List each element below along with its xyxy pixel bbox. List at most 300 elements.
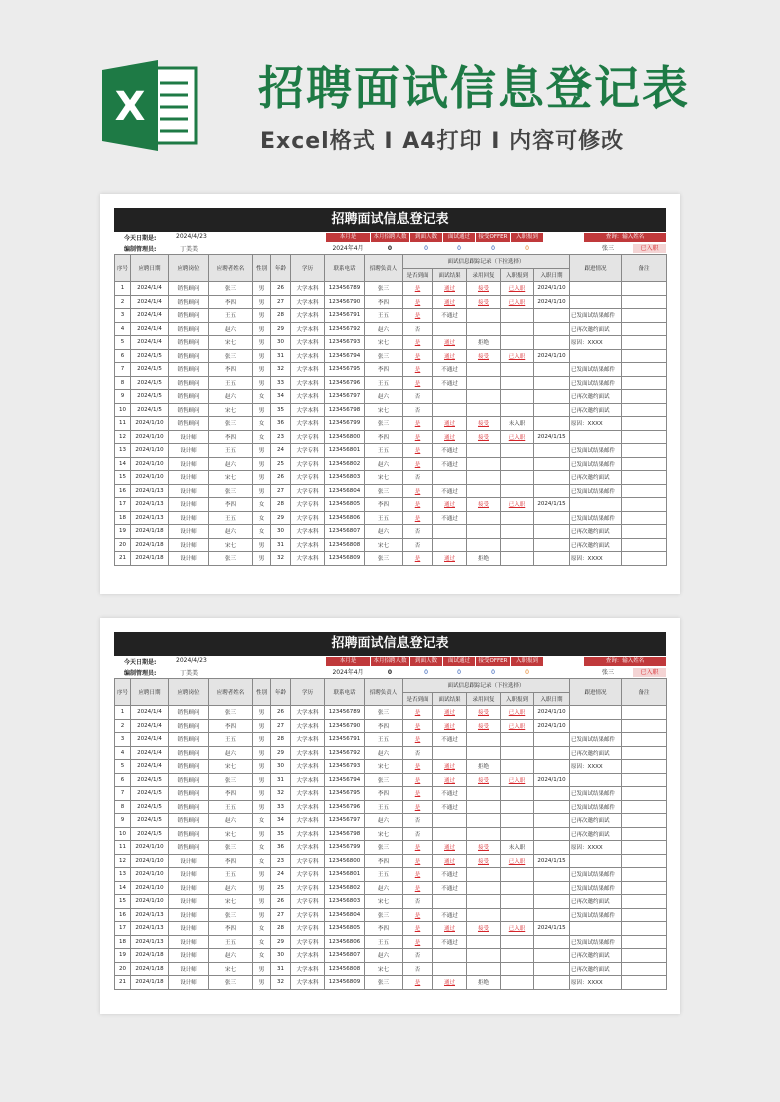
row-arrived[interactable]: 否 bbox=[403, 962, 433, 976]
row-result[interactable]: 不通过 bbox=[433, 787, 467, 801]
row-remark[interactable]: 已再次邀约面试 bbox=[570, 322, 622, 336]
row-feedback[interactable]: 拒绝 bbox=[467, 760, 501, 774]
row-note[interactable] bbox=[622, 552, 667, 566]
row-gender: 女 bbox=[253, 525, 271, 539]
row-note[interactable] bbox=[622, 376, 667, 390]
row-result[interactable]: 通过 bbox=[433, 552, 467, 566]
row-note[interactable] bbox=[622, 363, 667, 377]
row-report[interactable]: 未入职 bbox=[501, 417, 534, 431]
row-edu: 大学本科 bbox=[291, 390, 325, 404]
row-remark[interactable]: 已再次邀约面试 bbox=[570, 827, 622, 841]
table-row bbox=[115, 895, 667, 909]
row-remark[interactable]: 已再次邀约面试 bbox=[570, 746, 622, 760]
row-result[interactable]: 通过 bbox=[433, 430, 467, 444]
row-note[interactable] bbox=[622, 773, 667, 787]
row-arrived[interactable]: 是 bbox=[403, 336, 433, 350]
row-result[interactable]: 不通过 bbox=[433, 868, 467, 882]
row-note[interactable] bbox=[622, 282, 667, 296]
row-remark[interactable] bbox=[570, 773, 622, 787]
row-report[interactable] bbox=[501, 444, 534, 458]
row-result[interactable]: 通过 bbox=[433, 282, 467, 296]
query-input[interactable]: 张三 bbox=[601, 245, 614, 252]
row-feedback[interactable] bbox=[467, 800, 501, 814]
header-edu: 学历 bbox=[291, 679, 325, 706]
row-remark[interactable] bbox=[570, 349, 622, 363]
row-arrived[interactable]: 是 bbox=[403, 282, 433, 296]
row-note[interactable] bbox=[622, 733, 667, 747]
row-remark[interactable]: 原因：XXXX bbox=[570, 976, 622, 990]
row-feedback[interactable]: 接受 bbox=[467, 295, 501, 309]
row-remark[interactable]: 已发面试结果邮件 bbox=[570, 309, 622, 323]
row-result[interactable]: 不通过 bbox=[433, 376, 467, 390]
row-remark[interactable]: 已再次邀约面试 bbox=[570, 403, 622, 417]
sheet-page-2 bbox=[100, 618, 680, 1014]
row-arrived[interactable]: 是 bbox=[403, 295, 433, 309]
row-remark[interactable]: 原因：XXXX bbox=[570, 760, 622, 774]
row-report[interactable] bbox=[501, 800, 534, 814]
row-note[interactable] bbox=[622, 336, 667, 350]
sheet-title: 招聘面试信息登记表 bbox=[114, 632, 666, 656]
row-remark[interactable] bbox=[570, 282, 622, 296]
row-remark[interactable]: 已再次邀约面试 bbox=[570, 949, 622, 963]
row-feedback[interactable] bbox=[467, 444, 501, 458]
row-note[interactable] bbox=[622, 498, 667, 512]
row-result[interactable] bbox=[433, 525, 467, 539]
row-feedback[interactable] bbox=[467, 390, 501, 404]
row-gender: 男 bbox=[253, 719, 271, 733]
row-result[interactable]: 通过 bbox=[433, 349, 467, 363]
row-age: 32 bbox=[271, 552, 291, 566]
row-arrived[interactable]: 否 bbox=[403, 949, 433, 963]
row-gender: 男 bbox=[253, 881, 271, 895]
row-report[interactable] bbox=[501, 322, 534, 336]
row-arrived[interactable]: 是 bbox=[403, 868, 433, 882]
row-note[interactable] bbox=[622, 525, 667, 539]
row-gender: 男 bbox=[253, 773, 271, 787]
row-feedback[interactable] bbox=[467, 868, 501, 882]
row-arrived[interactable]: 是 bbox=[403, 773, 433, 787]
row-result[interactable]: 不通过 bbox=[433, 733, 467, 747]
row-report[interactable] bbox=[501, 895, 534, 909]
row-arrived[interactable]: 是 bbox=[403, 800, 433, 814]
row-remark[interactable]: 已发面试结果邮件 bbox=[570, 908, 622, 922]
row-remark[interactable]: 已发面试结果邮件 bbox=[570, 787, 622, 801]
row-feedback[interactable] bbox=[467, 787, 501, 801]
row-arrived[interactable]: 是 bbox=[403, 363, 433, 377]
table-body bbox=[115, 282, 667, 566]
row-note[interactable] bbox=[622, 922, 667, 936]
row-feedback[interactable] bbox=[467, 457, 501, 471]
row-remark[interactable]: 已再次邀约面试 bbox=[570, 538, 622, 552]
row-feedback[interactable] bbox=[467, 881, 501, 895]
row-result[interactable]: 通过 bbox=[433, 773, 467, 787]
row-report[interactable] bbox=[501, 949, 534, 963]
row-report[interactable] bbox=[501, 962, 534, 976]
row-report[interactable] bbox=[501, 787, 534, 801]
row-note[interactable] bbox=[622, 322, 667, 336]
row-arrived[interactable]: 是 bbox=[403, 760, 433, 774]
row-note[interactable] bbox=[622, 719, 667, 733]
row-report[interactable] bbox=[501, 760, 534, 774]
row-report[interactable] bbox=[501, 538, 534, 552]
row-gender: 女 bbox=[253, 922, 271, 936]
row-arrived[interactable]: 否 bbox=[403, 525, 433, 539]
row-feedback[interactable]: 接受 bbox=[467, 841, 501, 855]
row-arrived[interactable]: 是 bbox=[403, 908, 433, 922]
row-result[interactable]: 通过 bbox=[433, 336, 467, 350]
row-result[interactable] bbox=[433, 322, 467, 336]
query-input[interactable]: 张三 bbox=[601, 669, 614, 676]
row-feedback[interactable]: 接受 bbox=[467, 282, 501, 296]
row-note[interactable] bbox=[622, 976, 667, 990]
row-feedback[interactable] bbox=[467, 895, 501, 909]
row-note[interactable] bbox=[622, 309, 667, 323]
row-note[interactable] bbox=[622, 881, 667, 895]
summary-bar bbox=[114, 232, 666, 254]
row-arrived[interactable]: 否 bbox=[403, 390, 433, 404]
row-remark[interactable]: 已发面试结果邮件 bbox=[570, 444, 622, 458]
row-result[interactable] bbox=[433, 390, 467, 404]
row-note[interactable] bbox=[622, 908, 667, 922]
row-result[interactable]: 通过 bbox=[433, 498, 467, 512]
row-remark[interactable]: 已再次邀约面试 bbox=[570, 814, 622, 828]
row-remark[interactable]: 原因：XXXX bbox=[570, 552, 622, 566]
row-note[interactable] bbox=[622, 390, 667, 404]
row-remark[interactable]: 已发面试结果邮件 bbox=[570, 363, 622, 377]
row-report[interactable]: 已入职 bbox=[501, 295, 534, 309]
row-position: 设计师 bbox=[169, 484, 209, 498]
row-report[interactable]: 已入职 bbox=[501, 498, 534, 512]
row-remark[interactable] bbox=[570, 706, 622, 720]
row-gender: 男 bbox=[253, 552, 271, 566]
month-count-value: 0 bbox=[387, 245, 393, 252]
row-report[interactable] bbox=[501, 484, 534, 498]
row-arrived[interactable]: 是 bbox=[403, 309, 433, 323]
row-note[interactable] bbox=[622, 706, 667, 720]
row-feedback[interactable] bbox=[467, 538, 501, 552]
row-owner: 王五 bbox=[365, 444, 403, 458]
row-note[interactable] bbox=[622, 841, 667, 855]
row-feedback[interactable] bbox=[467, 376, 501, 390]
row-note[interactable] bbox=[622, 895, 667, 909]
row-remark[interactable] bbox=[570, 854, 622, 868]
row-report[interactable] bbox=[501, 363, 534, 377]
row-arrived[interactable]: 是 bbox=[403, 733, 433, 747]
row-report[interactable] bbox=[501, 511, 534, 525]
row-position: 设计师 bbox=[169, 949, 209, 963]
row-name: 宋七 bbox=[209, 538, 253, 552]
row-arrived[interactable]: 否 bbox=[403, 403, 433, 417]
row-feedback[interactable] bbox=[467, 525, 501, 539]
row-note[interactable] bbox=[622, 471, 667, 485]
row-feedback[interactable]: 接受 bbox=[467, 430, 501, 444]
row-remark[interactable]: 已发面试结果邮件 bbox=[570, 881, 622, 895]
row-remark[interactable]: 原因：XXXX bbox=[570, 417, 622, 431]
row-result[interactable] bbox=[433, 962, 467, 976]
row-result[interactable] bbox=[433, 949, 467, 963]
row-arrived[interactable]: 否 bbox=[403, 538, 433, 552]
row-date: 2024/1/13 bbox=[131, 922, 169, 936]
row-report[interactable] bbox=[501, 403, 534, 417]
row-arrived[interactable]: 是 bbox=[403, 719, 433, 733]
row-result[interactable]: 不通过 bbox=[433, 935, 467, 949]
row-date: 2024/1/10 bbox=[131, 444, 169, 458]
row-result[interactable]: 通过 bbox=[433, 706, 467, 720]
row-result[interactable]: 不通过 bbox=[433, 484, 467, 498]
row-report[interactable] bbox=[501, 746, 534, 760]
row-result[interactable]: 通过 bbox=[433, 854, 467, 868]
row-report[interactable] bbox=[501, 390, 534, 404]
row-report[interactable]: 已入职 bbox=[501, 922, 534, 936]
row-date: 2024/1/10 bbox=[131, 868, 169, 882]
row-feedback[interactable] bbox=[467, 471, 501, 485]
row-note[interactable] bbox=[622, 746, 667, 760]
row-result[interactable]: 通过 bbox=[433, 976, 467, 990]
row-report[interactable]: 未入职 bbox=[501, 841, 534, 855]
row-report[interactable]: 已入职 bbox=[501, 430, 534, 444]
row-arrived[interactable]: 是 bbox=[403, 349, 433, 363]
row-result[interactable]: 通过 bbox=[433, 841, 467, 855]
row-remark[interactable] bbox=[570, 922, 622, 936]
row-arrived[interactable]: 是 bbox=[403, 935, 433, 949]
row-name: 王五 bbox=[209, 376, 253, 390]
row-result[interactable]: 不通过 bbox=[433, 881, 467, 895]
row-note[interactable] bbox=[622, 417, 667, 431]
row-age: 30 bbox=[271, 760, 291, 774]
row-gender: 男 bbox=[253, 962, 271, 976]
row-phone: 123456808 bbox=[325, 962, 365, 976]
row-feedback[interactable]: 接受 bbox=[467, 498, 501, 512]
row-edu: 大学本科 bbox=[291, 538, 325, 552]
row-result[interactable]: 通过 bbox=[433, 295, 467, 309]
row-remark[interactable] bbox=[570, 430, 622, 444]
row-report[interactable] bbox=[501, 827, 534, 841]
row-entry-date: 2024/1/15 bbox=[534, 854, 570, 868]
row-report[interactable]: 已入职 bbox=[501, 706, 534, 720]
row-remark[interactable]: 已再次邀约面试 bbox=[570, 962, 622, 976]
row-feedback[interactable] bbox=[467, 363, 501, 377]
row-position: 销售顾问 bbox=[169, 800, 209, 814]
row-feedback[interactable] bbox=[467, 827, 501, 841]
row-note[interactable] bbox=[622, 868, 667, 882]
row-remark[interactable] bbox=[570, 719, 622, 733]
row-result[interactable]: 不通过 bbox=[433, 511, 467, 525]
row-feedback[interactable]: 接受 bbox=[467, 773, 501, 787]
row-feedback[interactable] bbox=[467, 309, 501, 323]
row-feedback[interactable] bbox=[467, 403, 501, 417]
row-remark[interactable]: 已发面试结果邮件 bbox=[570, 484, 622, 498]
row-note[interactable] bbox=[622, 935, 667, 949]
row-remark[interactable]: 已再次邀约面试 bbox=[570, 895, 622, 909]
header-age: 年龄 bbox=[271, 255, 291, 282]
row-arrived[interactable]: 是 bbox=[403, 706, 433, 720]
row-feedback[interactable]: 拒绝 bbox=[467, 336, 501, 350]
row-remark[interactable]: 已发面试结果邮件 bbox=[570, 511, 622, 525]
row-feedback[interactable]: 拒绝 bbox=[467, 976, 501, 990]
row-arrived[interactable]: 是 bbox=[403, 498, 433, 512]
row-feedback[interactable]: 接受 bbox=[467, 417, 501, 431]
row-feedback[interactable] bbox=[467, 733, 501, 747]
row-note[interactable] bbox=[622, 760, 667, 774]
row-arrived[interactable]: 否 bbox=[403, 814, 433, 828]
row-edu: 大学本科 bbox=[291, 525, 325, 539]
row-note[interactable] bbox=[622, 800, 667, 814]
row-remark[interactable]: 已发面试结果邮件 bbox=[570, 733, 622, 747]
row-note[interactable] bbox=[622, 814, 667, 828]
row-edu: 大学本科 bbox=[291, 827, 325, 841]
row-remark[interactable]: 已发面试结果邮件 bbox=[570, 935, 622, 949]
table-row bbox=[115, 417, 667, 431]
row-arrived[interactable]: 是 bbox=[403, 444, 433, 458]
row-report[interactable]: 已入职 bbox=[501, 349, 534, 363]
row-report[interactable] bbox=[501, 976, 534, 990]
row-result[interactable]: 通过 bbox=[433, 922, 467, 936]
row-arrived[interactable]: 是 bbox=[403, 457, 433, 471]
row-feedback[interactable] bbox=[467, 484, 501, 498]
row-report[interactable] bbox=[501, 935, 534, 949]
row-arrived[interactable]: 是 bbox=[403, 484, 433, 498]
row-remark[interactable]: 原因：XXXX bbox=[570, 336, 622, 350]
row-arrived[interactable]: 否 bbox=[403, 895, 433, 909]
row-note[interactable] bbox=[622, 854, 667, 868]
row-edu: 大学本科 bbox=[291, 814, 325, 828]
row-note[interactable] bbox=[622, 349, 667, 363]
row-result[interactable] bbox=[433, 538, 467, 552]
row-feedback[interactable]: 接受 bbox=[467, 706, 501, 720]
row-report[interactable] bbox=[501, 814, 534, 828]
row-result[interactable]: 通过 bbox=[433, 719, 467, 733]
row-arrived[interactable]: 否 bbox=[403, 827, 433, 841]
row-edu: 大学本科 bbox=[291, 282, 325, 296]
row-entry-date bbox=[534, 841, 570, 855]
row-arrived[interactable]: 是 bbox=[403, 787, 433, 801]
row-report[interactable]: 已入职 bbox=[501, 854, 534, 868]
row-feedback[interactable] bbox=[467, 322, 501, 336]
row-report[interactable] bbox=[501, 733, 534, 747]
row-remark[interactable]: 已发面试结果邮件 bbox=[570, 376, 622, 390]
header-arrived: 是否到面 bbox=[403, 692, 433, 706]
row-remark[interactable] bbox=[570, 295, 622, 309]
row-result[interactable]: 不通过 bbox=[433, 800, 467, 814]
row-report[interactable]: 已入职 bbox=[501, 719, 534, 733]
row-result[interactable]: 通过 bbox=[433, 417, 467, 431]
row-feedback[interactable]: 接受 bbox=[467, 349, 501, 363]
row-report[interactable] bbox=[501, 336, 534, 350]
row-feedback[interactable] bbox=[467, 511, 501, 525]
row-arrived[interactable]: 是 bbox=[403, 854, 433, 868]
pass-label: 面试通过 bbox=[443, 233, 475, 242]
row-result[interactable] bbox=[433, 895, 467, 909]
row-arrived[interactable]: 否 bbox=[403, 746, 433, 760]
row-arrived[interactable]: 否 bbox=[403, 471, 433, 485]
row-result[interactable]: 不通过 bbox=[433, 309, 467, 323]
row-result[interactable]: 通过 bbox=[433, 760, 467, 774]
row-feedback[interactable] bbox=[467, 746, 501, 760]
row-phone: 123456798 bbox=[325, 403, 365, 417]
row-report[interactable] bbox=[501, 471, 534, 485]
row-feedback[interactable]: 拒绝 bbox=[467, 552, 501, 566]
row-arrived[interactable]: 是 bbox=[403, 376, 433, 390]
row-arrived[interactable]: 是 bbox=[403, 552, 433, 566]
row-arrived[interactable]: 否 bbox=[403, 322, 433, 336]
row-note[interactable] bbox=[622, 962, 667, 976]
row-feedback[interactable]: 接受 bbox=[467, 719, 501, 733]
row-remark[interactable]: 已再次邀约面试 bbox=[570, 525, 622, 539]
row-report[interactable] bbox=[501, 309, 534, 323]
row-feedback[interactable]: 接受 bbox=[467, 922, 501, 936]
row-report[interactable] bbox=[501, 908, 534, 922]
row-arrived[interactable]: 是 bbox=[403, 430, 433, 444]
row-name: 李四 bbox=[209, 922, 253, 936]
row-result[interactable]: 不通过 bbox=[433, 363, 467, 377]
row-note[interactable] bbox=[622, 787, 667, 801]
row-report[interactable] bbox=[501, 868, 534, 882]
row-note[interactable] bbox=[622, 403, 667, 417]
row-report[interactable]: 已入职 bbox=[501, 773, 534, 787]
row-report[interactable] bbox=[501, 376, 534, 390]
row-note[interactable] bbox=[622, 484, 667, 498]
row-date: 2024/1/4 bbox=[131, 760, 169, 774]
row-result[interactable]: 不通过 bbox=[433, 457, 467, 471]
row-feedback[interactable] bbox=[467, 962, 501, 976]
row-note[interactable] bbox=[622, 949, 667, 963]
row-name: 李四 bbox=[209, 854, 253, 868]
row-remark[interactable]: 已发面试结果邮件 bbox=[570, 457, 622, 471]
row-remark[interactable]: 已发面试结果邮件 bbox=[570, 800, 622, 814]
row-edu: 大学专科 bbox=[291, 922, 325, 936]
row-result[interactable] bbox=[433, 814, 467, 828]
row-age: 28 bbox=[271, 498, 291, 512]
row-remark[interactable]: 已再次邀约面试 bbox=[570, 390, 622, 404]
row-result[interactable] bbox=[433, 471, 467, 485]
row-feedback[interactable] bbox=[467, 949, 501, 963]
row-result[interactable] bbox=[433, 403, 467, 417]
row-feedback[interactable] bbox=[467, 814, 501, 828]
row-note[interactable] bbox=[622, 538, 667, 552]
row-no: 15 bbox=[115, 471, 131, 485]
row-report[interactable] bbox=[501, 552, 534, 566]
row-arrived[interactable]: 是 bbox=[403, 976, 433, 990]
row-result[interactable] bbox=[433, 827, 467, 841]
row-arrived[interactable]: 是 bbox=[403, 417, 433, 431]
row-note[interactable] bbox=[622, 511, 667, 525]
row-remark[interactable]: 已再次邀约面试 bbox=[570, 471, 622, 485]
row-report[interactable] bbox=[501, 525, 534, 539]
row-note[interactable] bbox=[622, 827, 667, 841]
row-remark[interactable] bbox=[570, 498, 622, 512]
row-note[interactable] bbox=[622, 457, 667, 471]
row-feedback[interactable] bbox=[467, 908, 501, 922]
row-arrived[interactable]: 是 bbox=[403, 922, 433, 936]
row-remark[interactable]: 已发面试结果邮件 bbox=[570, 868, 622, 882]
row-result[interactable]: 不通过 bbox=[433, 908, 467, 922]
header-result: 面试结果 bbox=[433, 692, 467, 706]
row-report[interactable] bbox=[501, 881, 534, 895]
row-result[interactable]: 不通过 bbox=[433, 444, 467, 458]
row-note[interactable] bbox=[622, 444, 667, 458]
row-arrived[interactable]: 是 bbox=[403, 511, 433, 525]
row-remark[interactable]: 原因：XXXX bbox=[570, 841, 622, 855]
row-arrived[interactable]: 是 bbox=[403, 841, 433, 855]
row-note[interactable] bbox=[622, 295, 667, 309]
row-report[interactable] bbox=[501, 457, 534, 471]
row-arrived[interactable]: 是 bbox=[403, 881, 433, 895]
row-result[interactable] bbox=[433, 746, 467, 760]
row-report[interactable]: 已入职 bbox=[501, 282, 534, 296]
row-feedback[interactable] bbox=[467, 935, 501, 949]
row-feedback[interactable]: 接受 bbox=[467, 854, 501, 868]
row-note[interactable] bbox=[622, 430, 667, 444]
